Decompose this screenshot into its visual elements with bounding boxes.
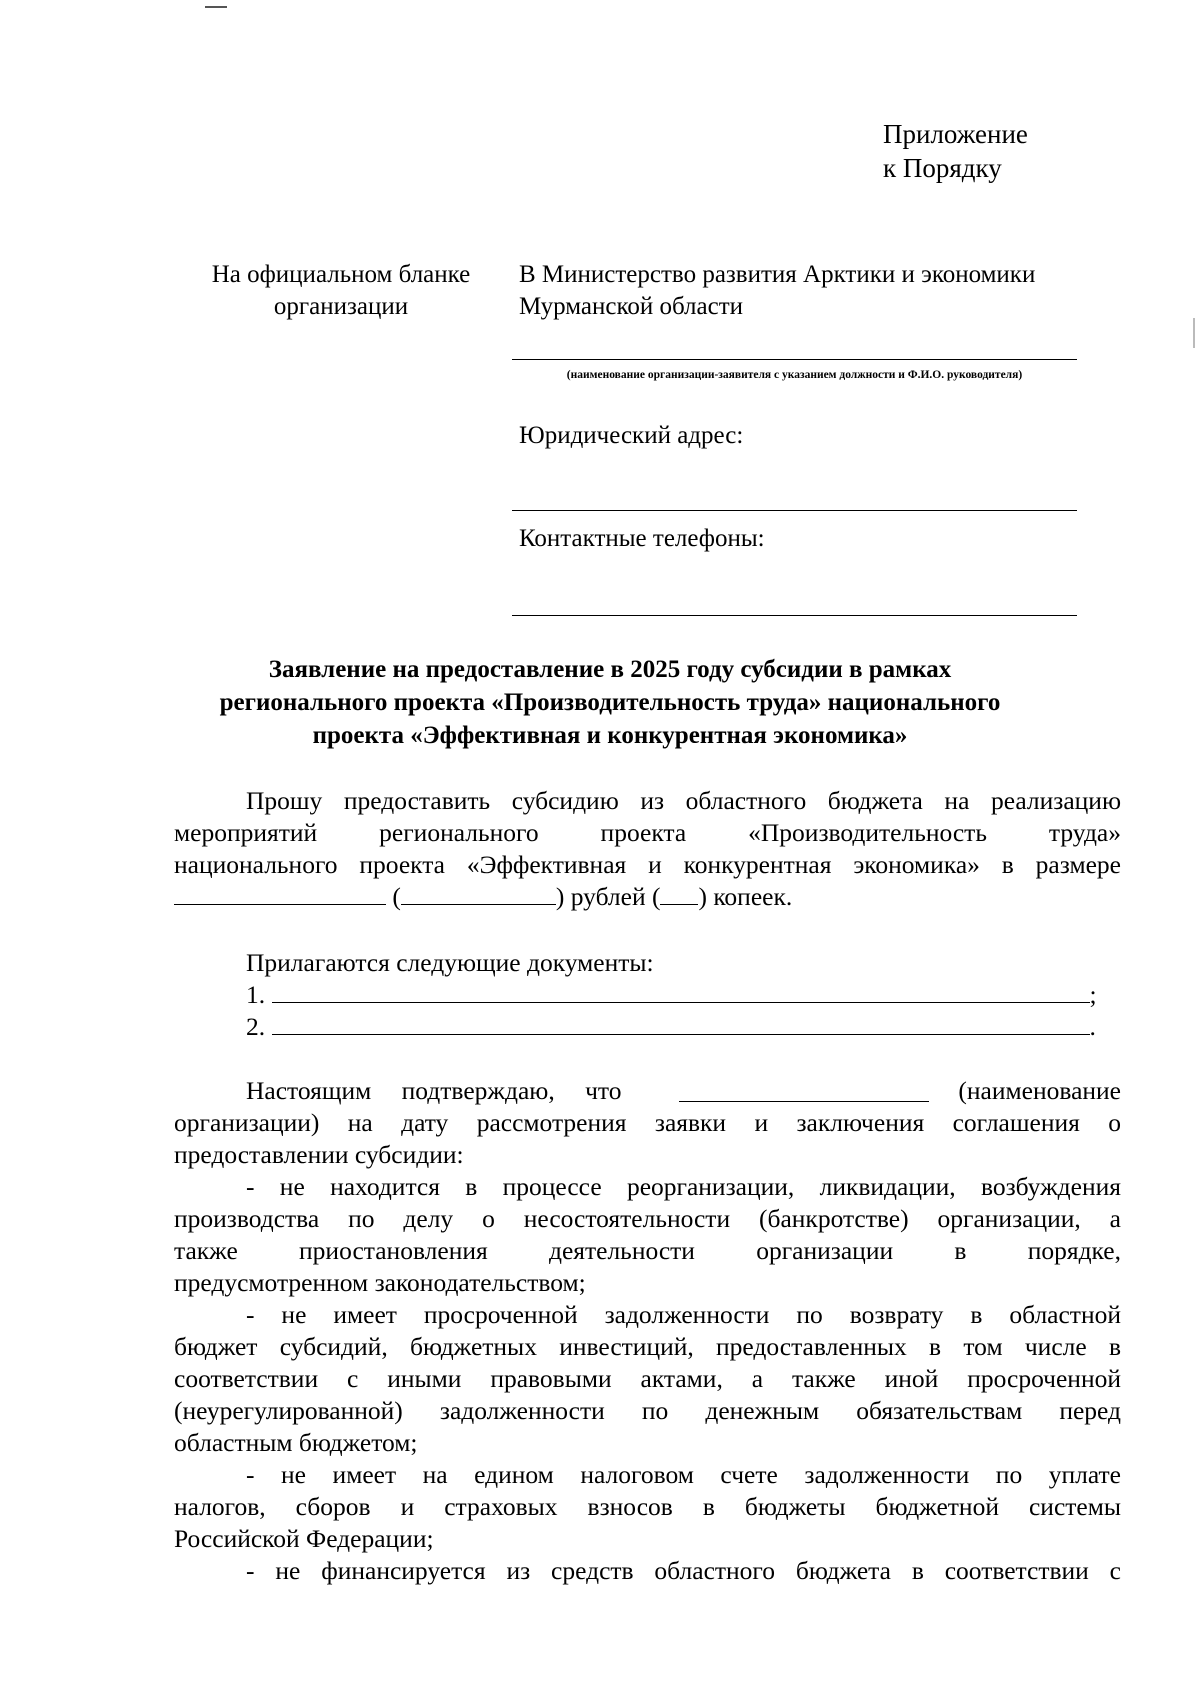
- phones-label: Контактные телефоны:: [519, 525, 765, 552]
- request-amount-line: [174, 881, 1121, 913]
- appendix-header: [883, 117, 1028, 185]
- bullet-3-line-2: налогов, сборов и страховых взносов в бюджеты бюджетной системы: [174, 1492, 1121, 1521]
- phones-line[interactable]: [512, 615, 1077, 616]
- bullet-1-line-4: предусмотренном законодательством;: [174, 1268, 586, 1297]
- attachment-2-end: .: [1089, 1012, 1096, 1041]
- bullet-3-line-1: - не имеет на едином налоговом счете задолженности по уплате: [246, 1460, 1121, 1489]
- attachment-item-2: [174, 1011, 1121, 1043]
- recipient-line-2: Мурманской области: [519, 293, 744, 320]
- document-title: [150, 653, 1070, 752]
- bullet-1-line-1: - не находится в процессе реорганизации, ликвидации, возбуждения: [246, 1172, 1121, 1201]
- rubles-label: ) рублей (: [555, 882, 661, 911]
- confirm-lead: Настоящим подтверждаю, что: [246, 1076, 622, 1105]
- attachment-2-number: 2.: [246, 1012, 266, 1041]
- bullet-1-line-2: производства по делу о несостоятельности (банкротстве) организации, а: [174, 1204, 1121, 1233]
- legal-address-line[interactable]: [512, 510, 1077, 511]
- attachment-1-blank[interactable]: [272, 980, 1090, 1003]
- attachment-1-number: 1.: [246, 980, 266, 1009]
- blank-note-line-2: организации: [273, 293, 409, 320]
- org-name-line[interactable]: [512, 359, 1077, 360]
- bullet-2-line-1: - не имеет просроченной задолженности по возврату в областной: [246, 1300, 1121, 1329]
- legal-address-label: Юридический адрес:: [519, 422, 744, 449]
- request-line-3: национального проекта «Эффективная и конкурентная экономика» в размере: [174, 850, 1121, 879]
- bullet-2-line-4: (неурегулированной) задолженности по денежным обязательствам перед: [174, 1396, 1121, 1425]
- scan-edge-mark: [1193, 318, 1195, 348]
- kopecks-label: ) копеек.: [698, 882, 793, 911]
- recipient-block: [519, 259, 1035, 323]
- blank-note-line-1: На официальном бланке: [211, 261, 471, 288]
- recipient-line-1: В Министерство развития Арктики и экономики: [519, 261, 1036, 288]
- amount-digits-blank[interactable]: [174, 882, 386, 905]
- bullet-1-line-3: также приостановления деятельности организации в порядке,: [174, 1236, 1121, 1265]
- confirm-org-placeholder: (наименование: [958, 1076, 1121, 1105]
- bullet-2-line-5: областным бюджетом;: [174, 1428, 418, 1457]
- confirm-line-3: предоставлении субсидии:: [174, 1140, 464, 1169]
- official-blank-note: [196, 259, 486, 323]
- confirm-line-2: организации) на дату рассмотрения заявки и заключения соглашения о: [174, 1108, 1121, 1137]
- bullet-3-line-3: Российской Федерации;: [174, 1524, 434, 1553]
- confirmation-paragraph: [174, 1075, 1121, 1587]
- confirm-line-1: [174, 1075, 1121, 1107]
- request-line-1: Прошу предоставить субсидию из областного бюджета на реализацию: [246, 786, 1121, 815]
- bullet-4-line-1: - не финансируется из средств областного бюджета в соответствии с: [246, 1556, 1121, 1585]
- amount-open-paren: (: [392, 882, 401, 911]
- title-line-2: регионального проекта «Производительность труда» национального: [219, 689, 1001, 716]
- title-line-1: Заявление на предоставление в 2025 году субсидии в рамках: [268, 656, 952, 683]
- request-paragraph: [174, 785, 1121, 913]
- bullet-2-line-3: соответствии с иными правовыми актами, а также иной просроченной: [174, 1364, 1121, 1393]
- request-line-2: мероприятий регионального проекта «Производительность труда»: [174, 818, 1121, 847]
- attachment-2-blank[interactable]: [272, 1012, 1090, 1035]
- amount-words-blank[interactable]: [401, 882, 556, 905]
- confirm-org-blank[interactable]: [679, 1079, 929, 1102]
- attachment-item-1: [174, 979, 1121, 1011]
- attachments-heading: Прилагаются следующие документы:: [246, 948, 654, 977]
- title-line-3: проекта «Эффективная и конкурентная экономика»: [312, 722, 908, 749]
- attachments-block: [174, 947, 1121, 1043]
- scan-mark: [205, 6, 227, 8]
- bullet-2-line-2: бюджет субсидий, бюджетных инвестиций, предоставленных в том числе в: [174, 1332, 1121, 1361]
- attachment-1-end: ;: [1089, 980, 1097, 1009]
- appendix-line-1: Приложение: [883, 119, 1028, 149]
- appendix-line-2: к Порядку: [883, 153, 1002, 183]
- org-name-caption: (наименование организации-заявителя с указанием должности и Ф.И.О. руководителя): [566, 369, 1023, 381]
- kopecks-blank[interactable]: [660, 882, 698, 905]
